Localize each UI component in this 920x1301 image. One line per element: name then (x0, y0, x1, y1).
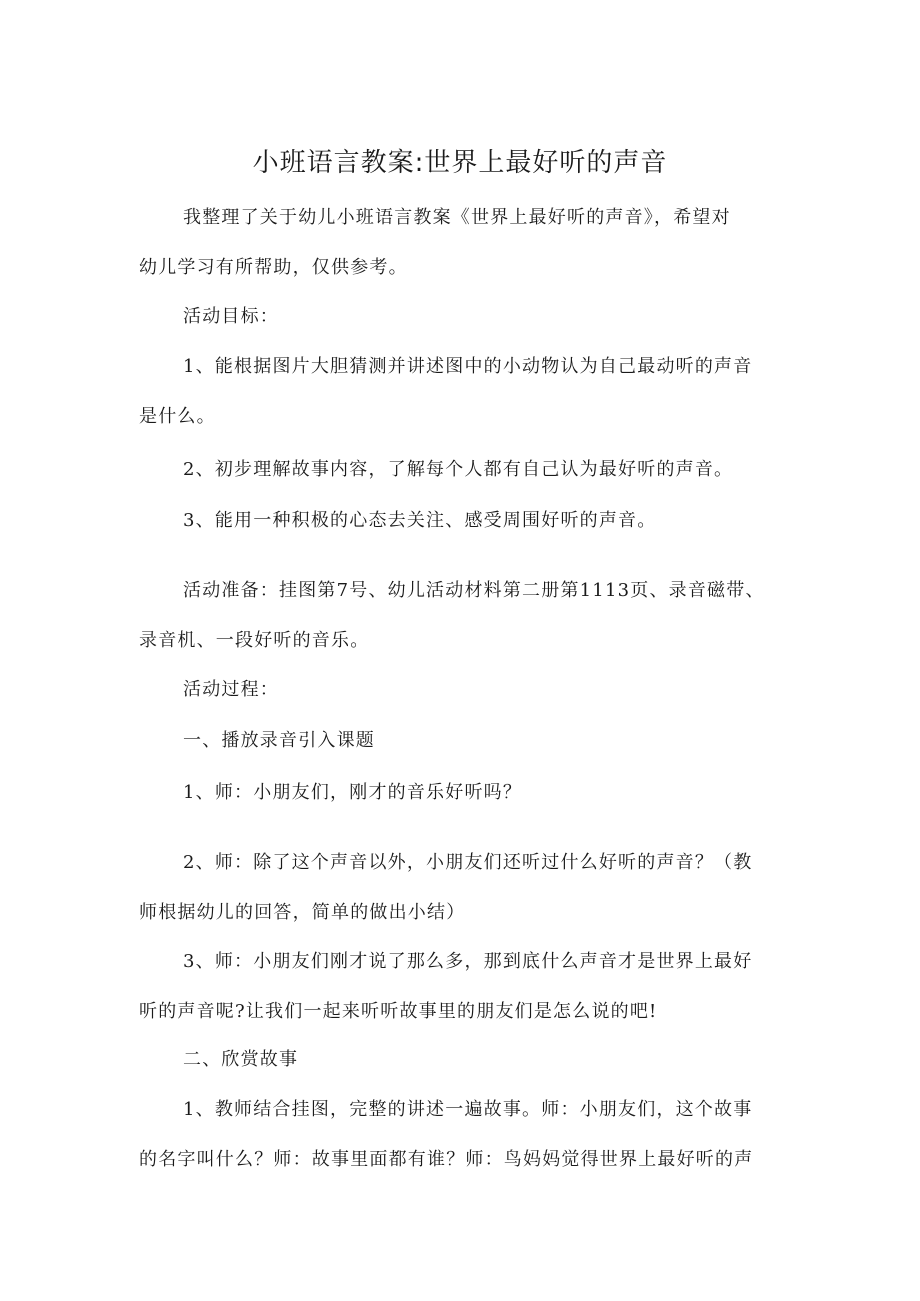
paragraph-line: 一、播放录音引入课题 (183, 730, 375, 751)
paragraph-line: 活动准备：挂图第7号、幼儿活动材料第二册第1113页、录音磁带、 (183, 580, 765, 601)
paragraph-line: 我整理了关于幼儿小班语言教案《世界上最好听的声音》，希望对 (183, 207, 731, 228)
process-item-1 (139, 768, 789, 818)
section-one-heading (139, 716, 789, 766)
document-title: 小班语言教案:世界上最好听的声音 (252, 148, 668, 178)
paragraph-line: 2、初步理解故事内容，了解每个人都有自己认为最好听的声音。 (183, 459, 734, 480)
paragraph-line: 师根据幼儿的回答，简单的做出小结） (139, 902, 466, 923)
paragraph-line: 幼儿学习有所帮助，仅供参考。 (139, 257, 408, 278)
paragraph-line: 录音机、一段好听的音乐。 (139, 630, 370, 651)
intro-paragraph (139, 193, 789, 293)
process-item-3 (139, 937, 789, 1037)
activity-process-heading (139, 665, 789, 715)
paragraph-line: 听的声音呢?让我们一起来听听故事里的朋友们是怎么说的吧! (139, 1001, 658, 1022)
goal-item-2 (139, 445, 789, 495)
activity-goals-heading (139, 292, 789, 342)
process-item-2 (139, 838, 789, 938)
goal-item-1 (139, 342, 789, 442)
paragraph-line: 二、欣赏故事 (183, 1049, 299, 1070)
goal-item-3 (139, 496, 789, 546)
story-item-1 (139, 1085, 789, 1185)
activity-preparation (139, 566, 789, 666)
paragraph-line: 活动过程： (183, 679, 279, 700)
paragraph-line: 3、师：小朋友们刚才说了那么多，那到底什么声音才是世界上最好 (183, 951, 753, 972)
paragraph-line: 的名字叫什么？师：故事里面都有谁？师：鸟妈妈觉得世界上最好听的声 (139, 1149, 754, 1170)
paragraph-line: 活动目标： (183, 306, 279, 327)
section-two-heading (139, 1035, 789, 1085)
paragraph-line: 是什么。 (139, 406, 216, 427)
paragraph-line: 1、师：小朋友们，刚才的音乐好听吗？ (183, 782, 523, 803)
paragraph-line: 1、教师结合挂图，完整的讲述一遍故事。师：小朋友们，这个故事 (183, 1099, 753, 1120)
paragraph-line: 2、师：除了这个声音以外，小朋友们还听过什么好听的声音？（教 (183, 852, 753, 873)
paragraph-line: 1、能根据图片大胆猜测并讲述图中的小动物认为自己最动听的声音 (183, 356, 753, 377)
paragraph-line: 3、能用一种积极的心态去关注、感受周围好听的声音。 (183, 510, 657, 531)
